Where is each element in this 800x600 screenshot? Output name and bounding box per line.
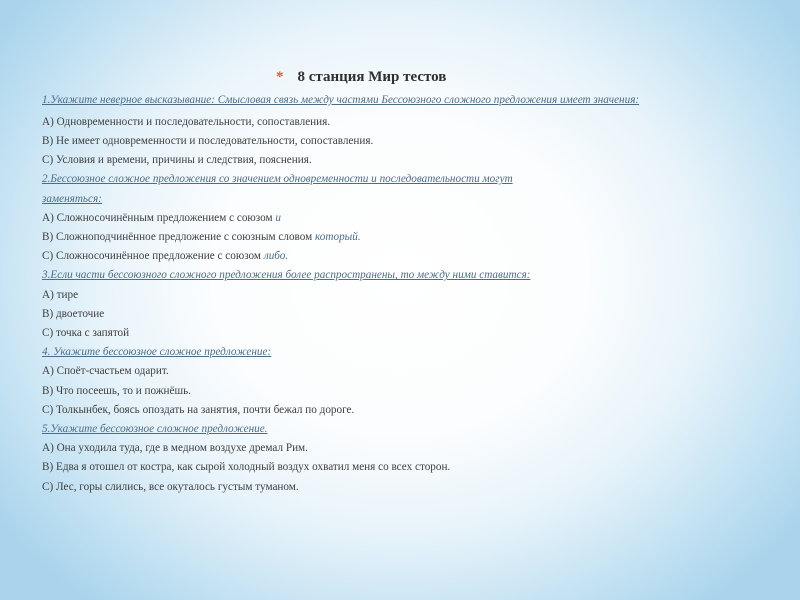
question-3-option-b: В) двоеточие (42, 307, 105, 320)
question-3-option-a: А) тире (42, 288, 79, 301)
option-emphasis: либо. (263, 250, 289, 263)
title-row (276, 64, 446, 90)
question-1-option-b: В) Не имеет одновременности и последовательности, сопоставления. (42, 135, 374, 147)
question-1-option-a: А) Одновременности и последовательности, сопоставления. (42, 115, 331, 128)
question-5-option-a: А) Она уходила туда, где в медном воздухе дремал Рим. (42, 442, 308, 455)
question-4-option-a: А) Споёт-счастьем одарит. (42, 365, 169, 378)
question-1-option-c: С) Условия и времени, причины и следствия, пояснения. (42, 154, 312, 167)
question-3: 3.Если части бессоюзного сложного предложения более распространены, то между ними ставится: (42, 269, 531, 282)
question-5-option-b: В) Едва я отошел от костра, как сырой холодный воздух охватил меня со всех сторон. (42, 461, 451, 474)
question-4: 4. Укажите бессоюзное сложное предложение: (42, 346, 272, 359)
option-text: С) Сложносочинённое предложение с союзом (42, 250, 264, 263)
question-2-line-2: заменяться: (42, 192, 102, 205)
question-2-line-1: 2.Бессоюзное сложное предложения со значением одновременности и последовательности могут (42, 173, 513, 186)
question-3-option-c: С) точка с запятой (42, 327, 130, 340)
option-emphasis: который. (315, 231, 361, 244)
asterisk-bullet-icon: * (276, 68, 284, 85)
question-2-option-a (42, 209, 732, 228)
question-5: 5.Укажите бессоюзное сложное предложение. (42, 423, 268, 436)
question-4-option-c: С) Толкынбек, боясь опоздать на занятия, почти бежал по дороге. (42, 403, 355, 416)
question-2-option-b (42, 228, 732, 247)
option-text: В) Сложноподчинённое предложение с союзным словом (42, 231, 315, 244)
question-5-option-c: С) Лес, горы слились, все окуталось густым туманом. (42, 480, 299, 493)
question-4-option-b: В) Что посеешь, то и пожнёшь. (42, 384, 192, 397)
question-2-option-c (42, 247, 732, 266)
option-emphasis: и (275, 211, 281, 224)
slide-title: 8 станция Мир тестов (297, 68, 447, 85)
option-text: А) Сложносочинённым предложением с союзом (42, 211, 276, 224)
test-content (42, 95, 732, 497)
question-1: 1.Укажите неверное высказывание: Смысловая связь между частями Бессоюзного сложного предложения имеет значения: (42, 94, 640, 106)
